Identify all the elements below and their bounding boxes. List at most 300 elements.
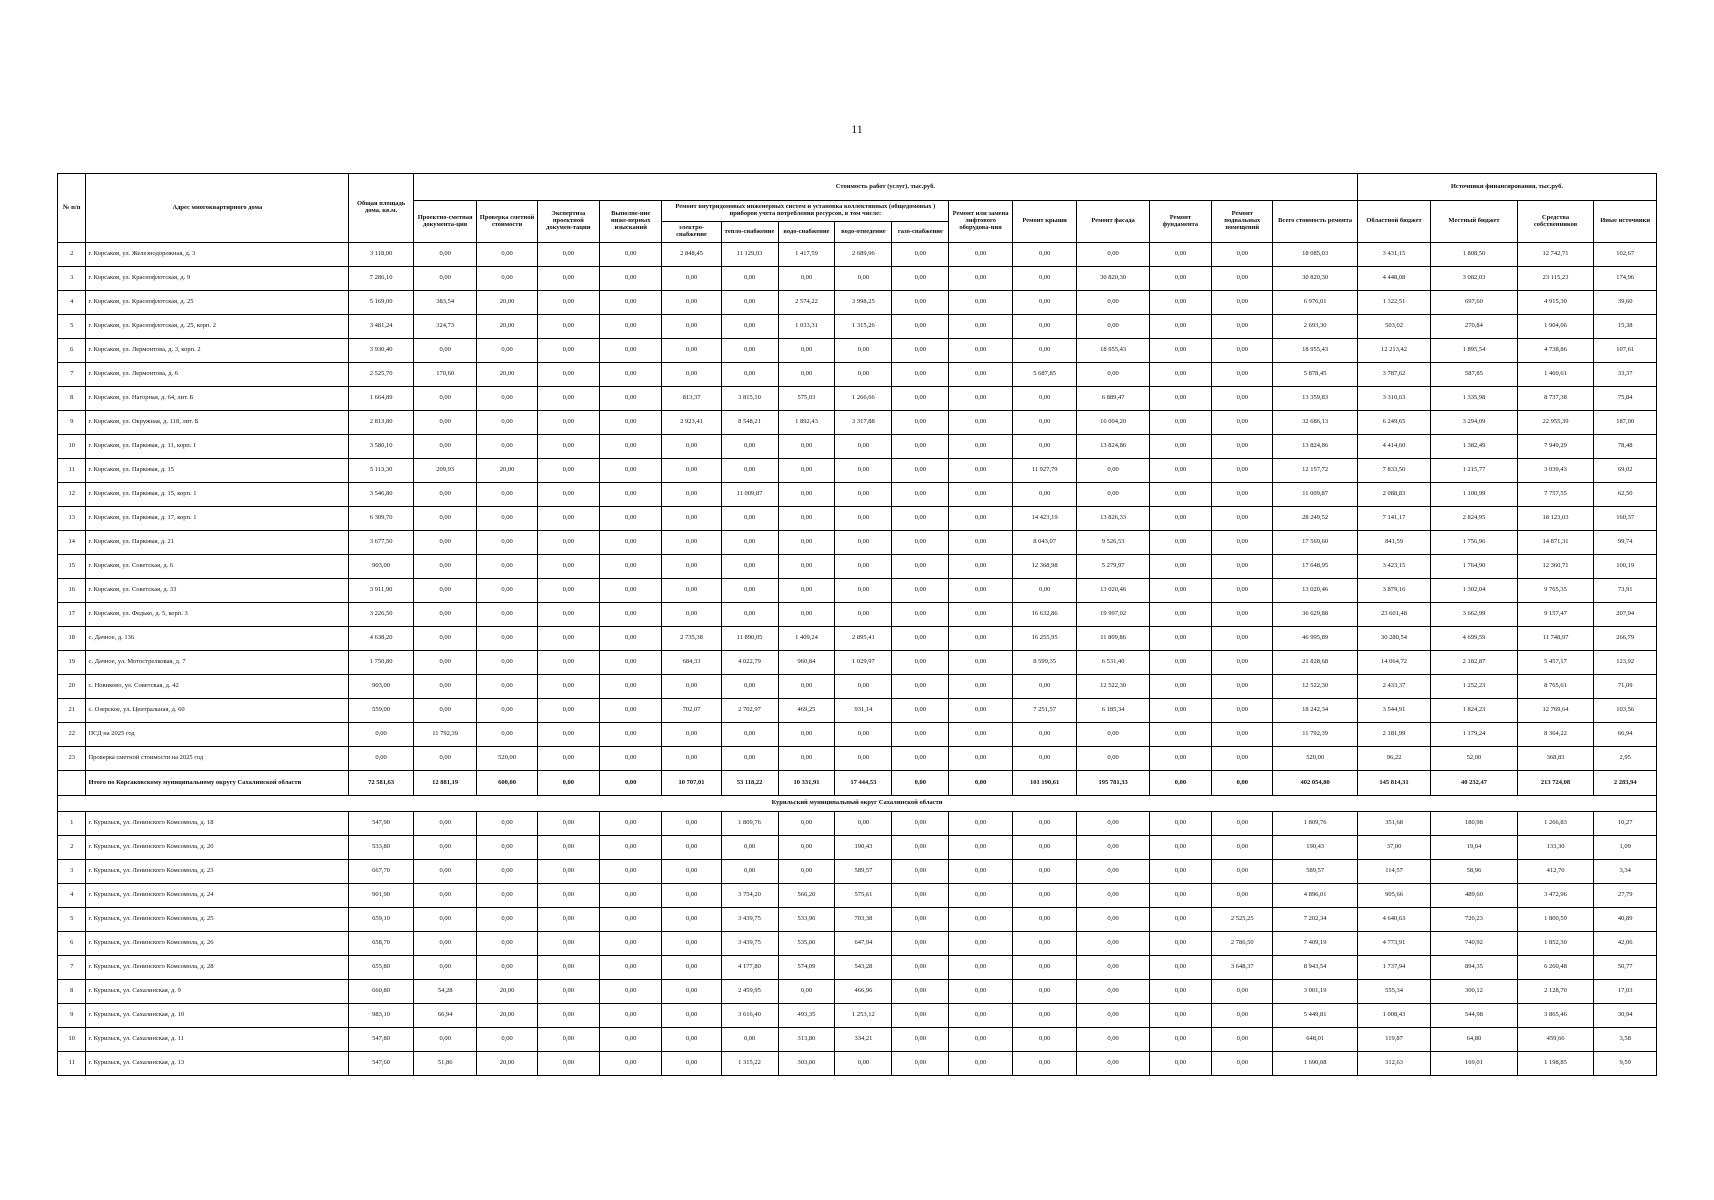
value-cell: 0,00 [600,579,662,603]
value-cell: 0,00 [537,651,599,675]
value-cell: 0,00 [1212,651,1273,675]
value-cell: 574,09 [778,956,835,980]
value-cell: 0,00 [1012,884,1077,908]
value-cell: 0,00 [949,1052,1013,1076]
col-header-foundation: Ремонт фундамента [1149,201,1211,243]
value-cell: 555,34 [1357,980,1430,1004]
value-cell: 2 923,41 [662,411,721,435]
value-cell: 0,00 [892,699,949,723]
address-cell: г. Курильск, ул. Сахалинская, д. 10 [86,1004,349,1028]
value-cell: 0,00 [721,315,778,339]
value-cell: 0,00 [1149,387,1211,411]
value-cell: 169,01 [1431,1052,1518,1076]
value-cell: 559,00 [349,699,414,723]
value-cell: 2 525,25 [1212,908,1273,932]
value-cell: 0,00 [1077,723,1149,747]
value-cell: 0,00 [662,531,721,555]
value-cell: 0,00 [778,860,835,884]
value-cell: 1 892,43 [778,411,835,435]
value-cell: 667,70 [349,860,414,884]
value-cell: 0,00 [721,531,778,555]
value-cell: 0,00 [662,836,721,860]
value-cell: 213 724,08 [1517,771,1594,796]
value-cell: 0,00 [662,483,721,507]
value-cell: 12 522,30 [1273,675,1357,699]
value-cell: 0,00 [892,956,949,980]
value-cell: 0,00 [600,675,662,699]
address-cell: г. Корсаков, ул. Лермонтова, д. 3, корп. 2 [86,339,349,363]
row-number-cell: 1 [58,812,86,836]
value-cell: 12 213,42 [1357,339,1430,363]
value-cell: 0,00 [1077,1052,1149,1076]
value-cell: 0,00 [600,339,662,363]
value-cell: 544,98 [1431,1004,1518,1028]
value-cell: 18 085,03 [1273,243,1357,267]
value-cell: 1 215,77 [1431,459,1518,483]
value-cell: 3 431,15 [1357,243,1430,267]
value-cell: 0,00 [537,531,599,555]
value-cell: 720,23 [1431,908,1518,932]
value-cell: 5 113,30 [349,459,414,483]
value-cell: 0,00 [1212,699,1273,723]
value-cell: 0,00 [600,603,662,627]
value-cell: 160,37 [1594,507,1657,531]
value-cell: 0,00 [600,1004,662,1028]
address-cell: г. Корсаков, ул. Советская, д. 6 [86,555,349,579]
value-cell: 0,00 [413,579,477,603]
value-cell: 0,00 [892,243,949,267]
value-cell: 5 169,00 [349,291,414,315]
value-cell: 0,00 [1012,339,1077,363]
value-cell: 0,00 [600,1052,662,1076]
value-cell: 547,60 [349,1052,414,1076]
address-cell: г. Корсаков, ул. Железнодорожная, д. 3 [86,243,349,267]
value-cell: 1 904,06 [1517,315,1594,339]
value-cell: 3 787,62 [1357,363,1430,387]
value-cell: 0,00 [413,675,477,699]
address-cell: г. Курильск, ул. Ленинского Комсомола, д. 20 [86,836,349,860]
value-cell: 64,80 [1431,1028,1518,1052]
value-cell: 543,28 [835,956,892,980]
value-cell: 13 824,86 [1077,435,1149,459]
value-cell: 0,00 [1149,483,1211,507]
value-cell: 0,00 [778,363,835,387]
col-header-regional: Областной бюджет [1357,201,1430,243]
value-cell: 13 359,83 [1273,387,1357,411]
col-header-facade: Ремонт фасада [1077,201,1149,243]
value-cell: 4 640,63 [1357,908,1430,932]
value-cell: 0,00 [477,507,537,531]
value-cell: 0,00 [1149,812,1211,836]
value-cell: 0,00 [835,747,892,771]
value-cell: 0,00 [1212,860,1273,884]
row-number-cell: 2 [58,243,86,267]
value-cell: 99,74 [1594,531,1657,555]
value-cell: 1 179,24 [1431,723,1518,747]
value-cell: 1 808,50 [1431,243,1518,267]
value-cell: 42,06 [1594,932,1657,956]
value-cell: 4 773,91 [1357,932,1430,956]
value-cell: 0,00 [892,747,949,771]
value-cell: 368,83 [1517,747,1594,771]
value-cell: 190,43 [835,836,892,860]
table-row [58,980,1657,1004]
value-cell: 0,00 [537,627,599,651]
value-cell: 0,00 [892,483,949,507]
value-cell: 1 198,85 [1517,1052,1594,1076]
value-cell: 3 118,00 [349,243,414,267]
value-cell: 0,00 [1077,243,1149,267]
value-cell: 0,00 [537,387,599,411]
value-cell: 0,00 [949,387,1013,411]
value-cell: 0,00 [1212,267,1273,291]
value-cell: 0,00 [1012,1052,1077,1076]
value-cell: 1 809,76 [1273,812,1357,836]
row-number-cell: 13 [58,507,86,531]
value-cell: 0,00 [949,363,1013,387]
value-cell: 6 531,40 [1077,651,1149,675]
value-cell: 0,00 [413,555,477,579]
value-cell: 10 707,01 [662,771,721,796]
value-cell: 0,00 [835,435,892,459]
value-cell: 3 662,99 [1431,603,1518,627]
value-cell: 62,50 [1594,483,1657,507]
value-cell: 11 792,39 [1273,723,1357,747]
value-cell: 0,00 [1212,1052,1273,1076]
value-cell: 51,86 [413,1052,477,1076]
col-header-address: Адрес многоквартирного дома [86,174,349,243]
value-cell: 658,70 [349,932,414,956]
value-cell: 11 748,97 [1517,627,1594,651]
value-cell: 600,00 [477,771,537,796]
value-cell: 0,00 [1012,836,1077,860]
row-number-cell: 8 [58,980,86,1004]
value-cell: 0,00 [1212,723,1273,747]
value-cell: 0,00 [1149,675,1211,699]
value-cell: 0,00 [477,603,537,627]
value-cell: 3 815,10 [721,387,778,411]
value-cell: 13 020,46 [1077,579,1149,603]
value-cell: 0,00 [537,363,599,387]
value-cell: 931,14 [835,699,892,723]
address-cell: г. Корсаков, ул. Нагорная, д. 64, лит. Б [86,387,349,411]
address-cell: с. Дачное, д. 136 [86,627,349,651]
value-cell: 0,00 [600,267,662,291]
value-cell: 0,00 [537,699,599,723]
value-cell: 0,00 [1212,603,1273,627]
col-header-owners: Средства собственников [1517,201,1594,243]
value-cell: 180,98 [1431,812,1518,836]
address-cell: г. Курильск, ул. Ленинского Комсомола, д. 23 [86,860,349,884]
table-row [58,291,1657,315]
value-cell: 0,00 [1212,243,1273,267]
value-cell: 0,00 [1212,884,1273,908]
value-cell: 20,00 [477,363,537,387]
value-cell: 0,00 [949,675,1013,699]
value-cell: 3 616,40 [721,1004,778,1028]
value-cell: 383,54 [413,291,477,315]
address-cell: г. Корсаков, ул. Лермонтова, д. 6 [86,363,349,387]
value-cell: 905,66 [1357,884,1430,908]
value-cell: 0,00 [949,651,1013,675]
address-cell: г. Корсаков, ул. Краснофлотская, д. 25 [86,291,349,315]
value-cell: 32 686,13 [1273,411,1357,435]
value-cell: 0,00 [1149,747,1211,771]
value-cell: 3 481,24 [349,315,414,339]
value-cell: 7 409,19 [1273,932,1357,956]
value-cell: 0,00 [662,723,721,747]
value-cell: 0,00 [537,459,599,483]
value-cell: 0,00 [537,1028,599,1052]
value-cell: 8 548,21 [721,411,778,435]
value-cell: 0,00 [600,507,662,531]
value-cell: 14 064,72 [1357,651,1430,675]
value-cell: 0,00 [662,339,721,363]
value-cell: 7 141,17 [1357,507,1430,531]
value-cell: 547,90 [349,812,414,836]
value-cell: 0,00 [413,507,477,531]
value-cell: 3,34 [1594,860,1657,884]
value-cell: 0,00 [477,723,537,747]
value-cell: 2 824,95 [1431,507,1518,531]
value-cell: 0,00 [600,908,662,932]
value-cell: 0,00 [662,363,721,387]
value-cell: 1 322,51 [1357,291,1430,315]
value-cell: 0,00 [537,291,599,315]
value-cell: 2 283,94 [1594,771,1657,796]
value-cell: 10,27 [1594,812,1657,836]
value-cell: 1 382,49 [1431,435,1518,459]
value-cell: 655,80 [349,956,414,980]
value-cell: 3 930,40 [349,339,414,363]
value-cell: 0,00 [477,243,537,267]
value-cell: 0,00 [949,531,1013,555]
address-cell: г. Курильск, ул. Ленинского Комсомола, д. 25 [86,908,349,932]
value-cell: 40,89 [1594,908,1657,932]
address-cell: г. Курильск, ул. Сахалинская, д. 13 [86,1052,349,1076]
value-cell: 0,00 [1012,579,1077,603]
value-cell: 4 177,80 [721,956,778,980]
value-cell: 0,00 [1212,387,1273,411]
value-cell: 20,00 [477,1052,537,1076]
value-cell: 0,00 [892,411,949,435]
value-cell: 303,00 [778,1052,835,1076]
value-cell: 0,00 [1149,291,1211,315]
value-cell: 66,94 [1594,723,1657,747]
value-cell: 0,00 [477,812,537,836]
value-cell: 3 310,63 [1357,387,1430,411]
value-cell: 402 054,80 [1273,771,1357,796]
value-cell: 0,00 [600,315,662,339]
address-cell: г. Курильск, ул. Ленинского Комсомола, д. 26 [86,932,349,956]
value-cell: 0,00 [1077,291,1149,315]
col-group-cost: Стоимость работ (услуг), тыс.руб. [413,174,1357,201]
col-header-num: № п/п [58,174,86,243]
value-cell: 0,00 [892,459,949,483]
table-row [58,860,1657,884]
value-cell: 27,79 [1594,884,1657,908]
value-cell: 0,00 [662,908,721,932]
value-cell: 3 546,80 [349,483,414,507]
value-cell: 0,00 [413,531,477,555]
value-cell: 0,00 [949,812,1013,836]
col-header-other: Иные источники [1594,201,1657,243]
value-cell: 1 008,43 [1357,1004,1430,1028]
value-cell: 0,00 [477,483,537,507]
value-cell: 0,00 [1012,315,1077,339]
value-cell: 0,00 [600,1028,662,1052]
value-cell: 96,22 [1357,747,1430,771]
value-cell: 18 955,43 [1077,339,1149,363]
value-cell: 1 690,08 [1273,1052,1357,1076]
value-cell: 841,59 [1357,531,1430,555]
value-cell: 1 809,76 [721,812,778,836]
value-cell: 0,00 [477,579,537,603]
value-cell: 0,00 [1077,860,1149,884]
value-cell: 0,00 [892,387,949,411]
value-cell: 0,00 [413,1028,477,1052]
value-cell: 3 439,75 [721,908,778,932]
value-cell: 0,00 [413,884,477,908]
value-cell: 6 249,65 [1357,411,1430,435]
value-cell: 0,00 [1212,771,1273,796]
value-cell: 0,00 [949,1004,1013,1028]
row-number-cell: 5 [58,315,86,339]
value-cell: 589,57 [835,860,892,884]
value-cell: 5 687,85 [1012,363,1077,387]
value-cell: 1 266,83 [1517,812,1594,836]
value-cell: 195 781,33 [1077,771,1149,796]
value-cell: 0,00 [721,555,778,579]
value-cell: 187,00 [1594,411,1657,435]
value-cell: 0,00 [477,531,537,555]
value-cell: 3 472,96 [1517,884,1594,908]
value-cell: 3 294,09 [1431,411,1518,435]
value-cell: 0,00 [1212,836,1273,860]
value-cell: 30,94 [1594,1004,1657,1028]
table-row [58,1028,1657,1052]
value-cell: 0,00 [600,459,662,483]
value-cell: 0,00 [1149,363,1211,387]
value-cell: 1 252,23 [1431,675,1518,699]
value-cell: 28 249,52 [1273,507,1357,531]
value-cell: 1 409,24 [778,627,835,651]
value-cell: 0,00 [662,1004,721,1028]
value-cell: 0,00 [537,836,599,860]
value-cell: 3 865,46 [1517,1004,1594,1028]
value-cell: 75,84 [1594,387,1657,411]
value-cell: 0,00 [778,723,835,747]
table-row [58,675,1657,699]
address-cell: г. Корсаков, ул. Федько, д. 5, корп. 3 [86,603,349,627]
value-cell: 0,00 [835,507,892,531]
value-cell: 0,00 [413,860,477,884]
table-row [58,812,1657,836]
value-cell: 0,00 [778,603,835,627]
value-cell: 0,00 [835,603,892,627]
value-cell: 0,00 [949,339,1013,363]
value-cell: 0,00 [537,339,599,363]
address-cell: г. Корсаков, ул. Парковая, д. 17, корп. 1 [86,507,349,531]
value-cell: 103,56 [1594,699,1657,723]
table-total-row [58,771,1657,796]
row-number-cell: 3 [58,860,86,884]
value-cell: 0,00 [413,387,477,411]
value-cell: 1 100,99 [1431,483,1518,507]
value-cell: 78,48 [1594,435,1657,459]
value-cell: 0,00 [1212,675,1273,699]
value-cell: 13 020,46 [1273,579,1357,603]
value-cell: 0,00 [1149,1052,1211,1076]
value-cell: 0,00 [537,747,599,771]
value-cell: 0,00 [477,411,537,435]
row-number-cell: 17 [58,603,86,627]
value-cell: 2 433,37 [1357,675,1430,699]
row-number-cell: 20 [58,675,86,699]
value-cell: 0,00 [1212,579,1273,603]
value-cell: 0,00 [1149,627,1211,651]
col-header-check: Проверка сметной стоимости [477,201,537,243]
value-cell: 412,70 [1517,860,1594,884]
value-cell: 18 955,43 [1273,339,1357,363]
value-cell: 8 364,22 [1517,723,1594,747]
value-cell: 0,00 [892,812,949,836]
value-cell: 266,79 [1594,627,1657,651]
value-cell: 19,04 [1431,836,1518,860]
value-cell: 0,00 [892,291,949,315]
value-cell: 17,03 [1594,980,1657,1004]
value-cell: 0,00 [1149,603,1211,627]
value-cell: 0,00 [1149,836,1211,860]
value-cell: 0,00 [892,1028,949,1052]
value-cell: 0,00 [1012,932,1077,956]
value-cell: 0,00 [721,363,778,387]
col-header-expert: Экспертиза проектной докумен-тации [537,201,599,243]
value-cell: 12 769,64 [1517,699,1594,723]
value-cell: 5 279,97 [1077,555,1149,579]
col-header-elevator: Ремонт или замена лифтового оборудова-ния [949,201,1013,243]
value-cell: 0,00 [949,627,1013,651]
value-cell: 533,80 [349,836,414,860]
row-number-cell: 19 [58,651,86,675]
value-cell: 0,00 [477,884,537,908]
row-number-cell: 4 [58,291,86,315]
value-cell: 740,92 [1431,932,1518,956]
value-cell: 0,00 [1212,1004,1273,1028]
value-cell: 0,00 [1149,435,1211,459]
value-cell: 0,00 [835,531,892,555]
col-header-design: Проектно-сметная документа-ция [413,201,477,243]
value-cell: 100,19 [1594,555,1657,579]
value-cell: 0,00 [662,1052,721,1076]
value-cell: 0,00 [949,243,1013,267]
table-row [58,1004,1657,1028]
value-cell: 0,00 [835,267,892,291]
address-cell: Итого по Корсаковскому муниципальному округу Сахалинской области [86,771,349,796]
value-cell: 0,00 [537,860,599,884]
value-cell: 6 889,47 [1077,387,1149,411]
value-cell: 0,00 [892,507,949,531]
value-cell: 3 580,10 [349,435,414,459]
value-cell: 0,00 [662,956,721,980]
value-cell: 0,00 [662,1028,721,1052]
value-cell: 894,35 [1431,956,1518,980]
value-cell: 9 157,47 [1517,603,1594,627]
value-cell: 0,00 [477,627,537,651]
value-cell: 50,77 [1594,956,1657,980]
value-cell: 0,00 [1012,675,1077,699]
value-cell: 7 286,10 [349,267,414,291]
